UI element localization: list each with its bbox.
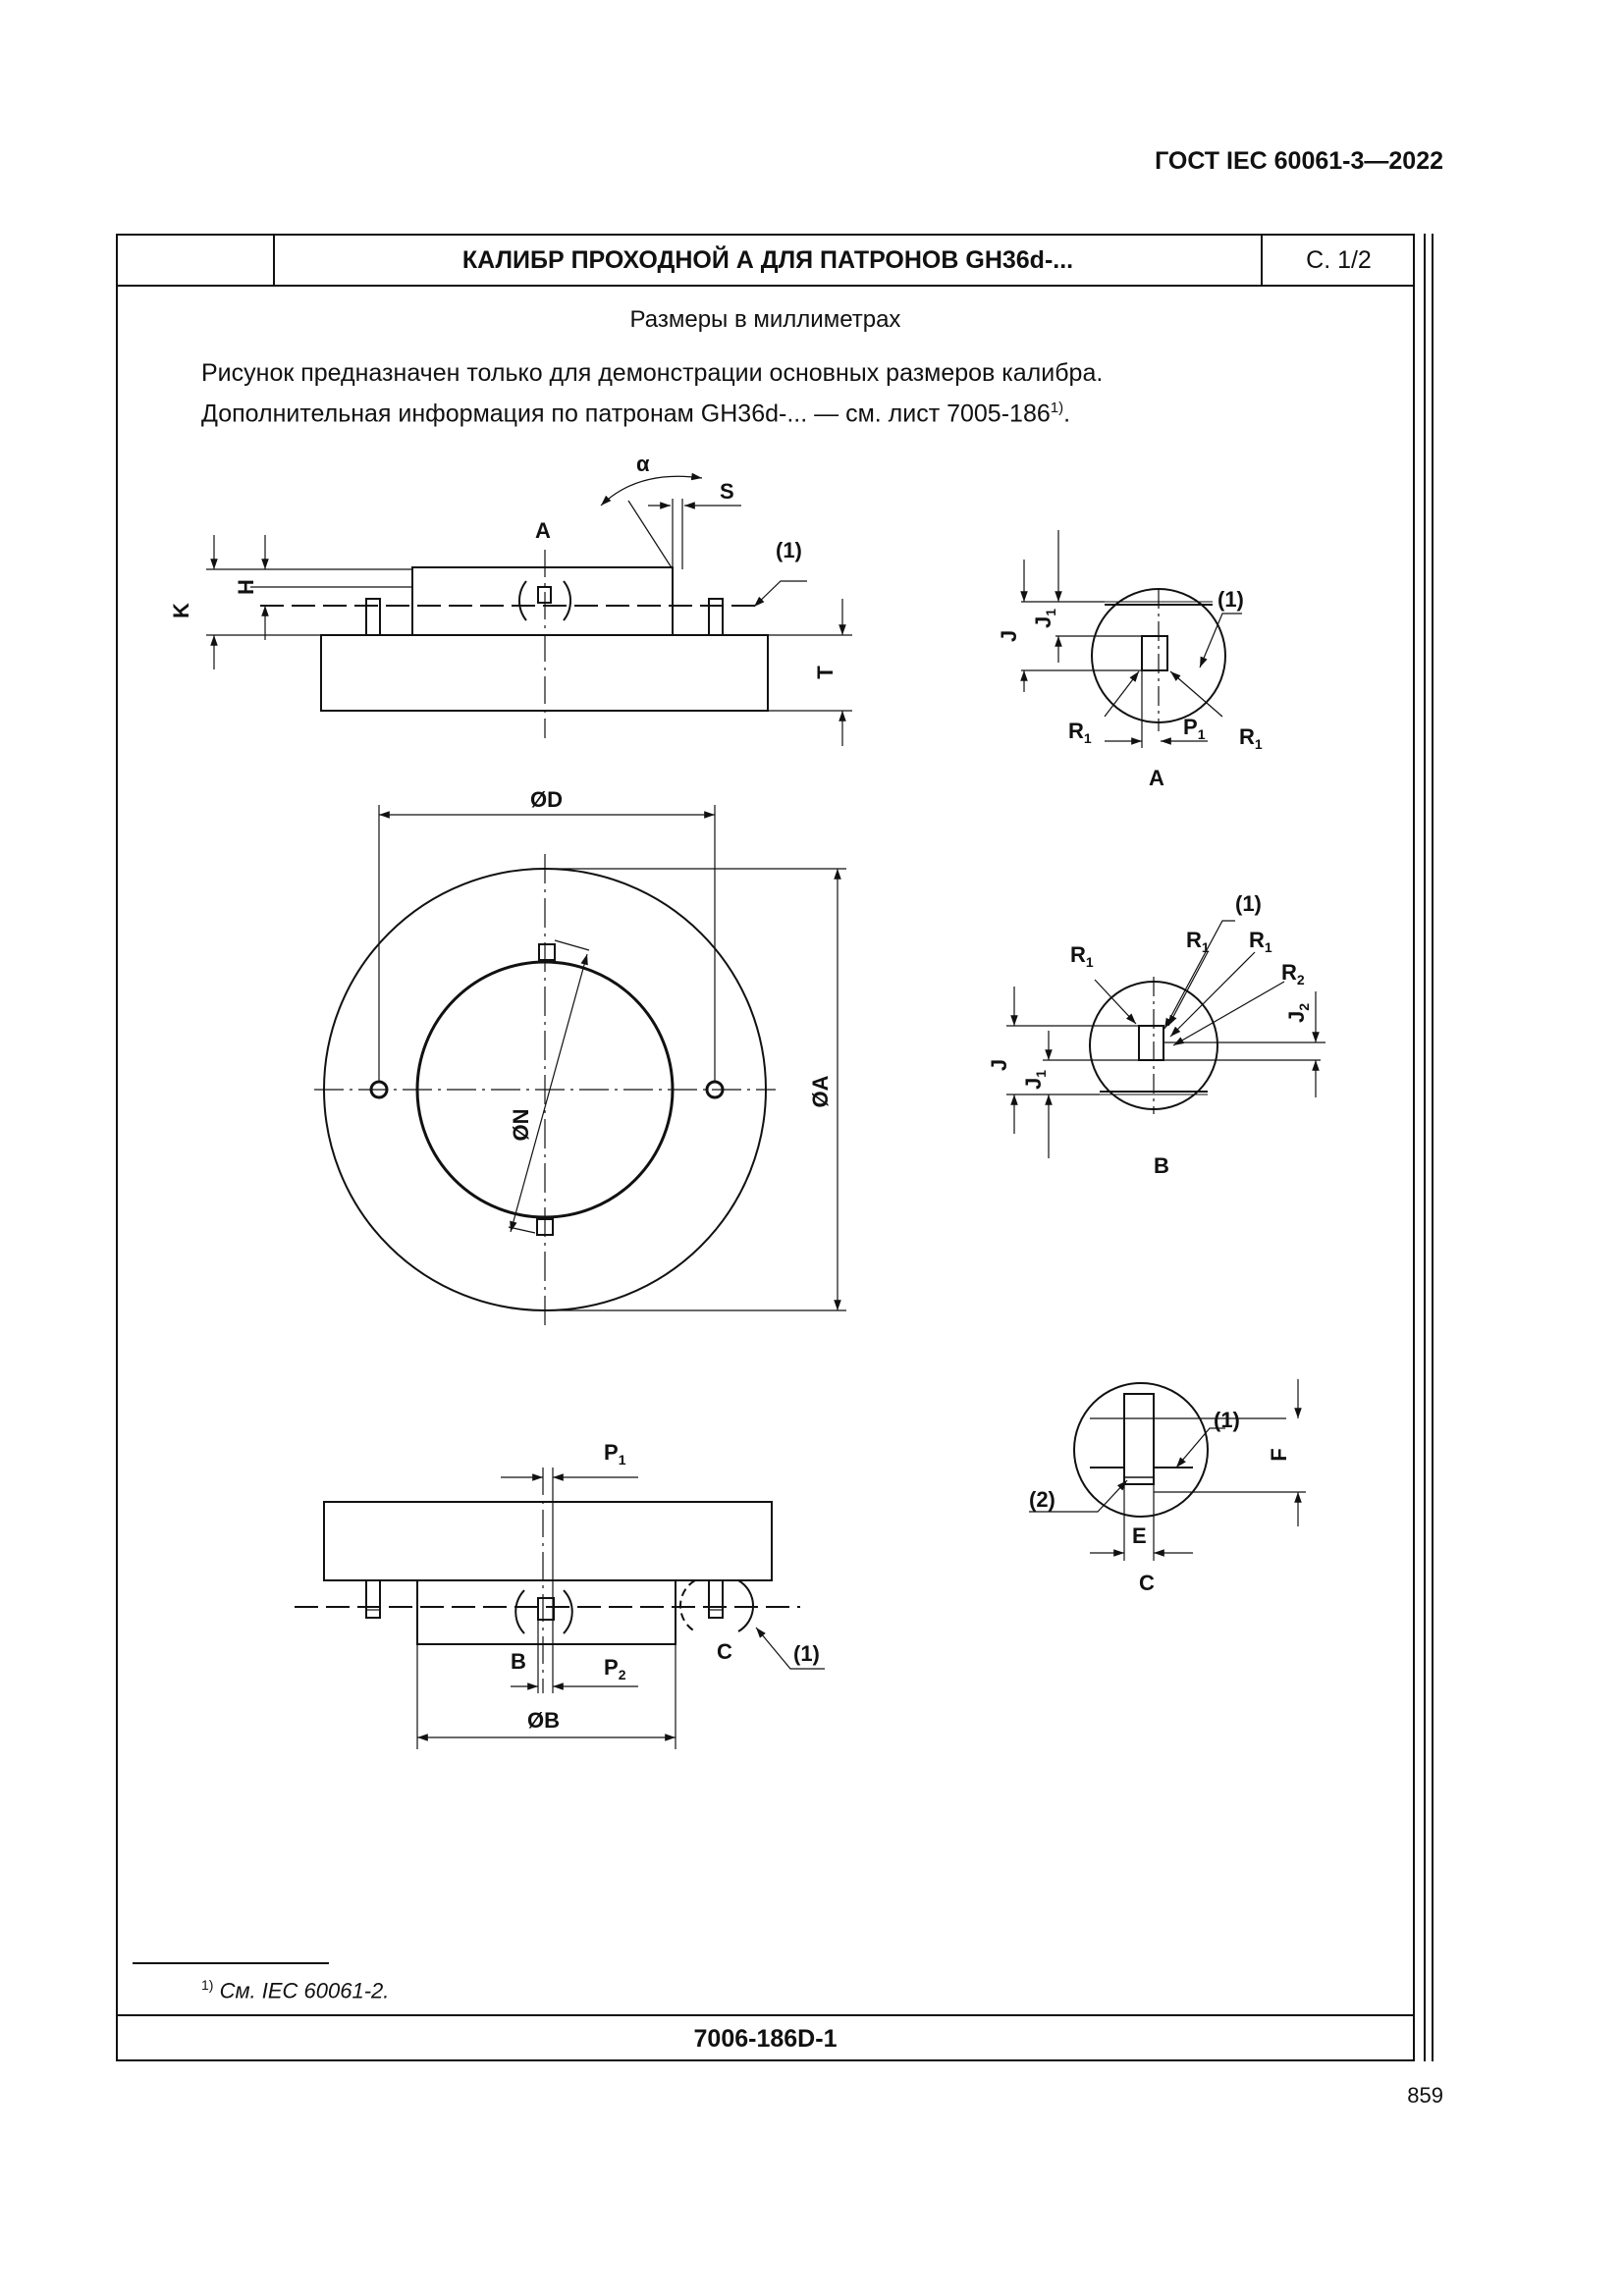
a-diameter-label: ØA — [808, 1075, 833, 1108]
n-ext-line — [509, 1227, 535, 1233]
alpha-chamfer-line — [628, 501, 673, 569]
note-line-1: Рисунок предназначен только для демонстрации основных размеров калибра. — [201, 359, 1104, 387]
n-diameter-line — [511, 954, 587, 1232]
n-ext-line — [555, 940, 589, 950]
note-line-2-end: . — [1063, 400, 1071, 428]
r2-label — [1281, 960, 1305, 988]
p1-subscript: 1 — [1197, 726, 1206, 742]
r2-leader — [1173, 982, 1284, 1045]
p2-label — [604, 1655, 626, 1682]
plan-view-slot-top — [539, 944, 555, 960]
j1-letter: J — [1031, 615, 1055, 629]
detail-a-caption: A — [1149, 766, 1164, 790]
detail-c — [1029, 1379, 1306, 1595]
detail-c-ref-2-label: (2) — [1029, 1487, 1055, 1512]
detail-b-circle-left — [515, 1590, 524, 1633]
standard-number: ГОСТ IEC 60061-3—2022 — [1155, 147, 1443, 175]
j2-label — [1284, 1003, 1312, 1023]
detail-c-callout-label: C — [717, 1639, 732, 1664]
detail-b — [987, 891, 1325, 1178]
footnote-reference: 1) — [1050, 400, 1064, 416]
side-view-boss — [412, 567, 673, 635]
detail-c-caption: C — [1139, 1571, 1155, 1595]
p1-b-label — [604, 1440, 626, 1468]
detail-a-circle-left — [519, 581, 526, 620]
bottom-view-base-plate — [324, 1502, 772, 1580]
note-line-2-text: Дополнительная информация по патронам GH36d-... — см. лист 7005-186 — [201, 400, 1051, 428]
j1-subscript: 1 — [1043, 608, 1058, 616]
j2-subscript: 2 — [1296, 1002, 1312, 1011]
e-label: E — [1132, 1523, 1147, 1548]
j1-label — [1031, 609, 1058, 628]
bottom-view — [295, 1440, 825, 1749]
r1-b-left-letter: R — [1070, 942, 1086, 967]
r1-b-leader — [1168, 952, 1208, 1026]
k-label: K — [169, 603, 193, 618]
detail-a-slot — [1142, 636, 1167, 670]
detail-a — [997, 530, 1263, 790]
side-view-pin-left — [366, 599, 380, 635]
r1-b-right-label — [1249, 928, 1272, 955]
j1-b-subscript: 1 — [1033, 1069, 1049, 1078]
n-label: ØN — [509, 1108, 533, 1142]
detail-a-callout-label: A — [535, 518, 551, 543]
r2-subscript: 2 — [1296, 972, 1305, 988]
footnote-text: См. IEC 60061-2. — [219, 1978, 390, 2003]
detail-b-circle-right — [564, 1590, 572, 1633]
r1-b-mid-label — [1186, 928, 1210, 955]
detail-b-ref-1-label: (1) — [1235, 891, 1262, 916]
side-view — [169, 452, 852, 746]
r1-right-letter: R — [1239, 724, 1255, 749]
p2-subscript: 2 — [618, 1667, 626, 1682]
r1-b-right-subscript: 1 — [1264, 939, 1272, 955]
r2-letter: R — [1281, 960, 1297, 985]
detail-c-pin — [1124, 1394, 1154, 1484]
j1-b-letter: J — [1021, 1077, 1046, 1091]
h-label: H — [234, 579, 258, 595]
sheet-title: КАЛИБР ПРОХОДНОЙ А ДЛЯ ПАТРОНОВ GH36d-... — [275, 236, 1263, 285]
j1-b-label — [1021, 1070, 1049, 1090]
page-number: 859 — [1407, 2083, 1443, 2108]
detail-b-caption: B — [1154, 1153, 1169, 1178]
detail-b-callout-label: B — [511, 1649, 526, 1674]
r1-right-label — [1239, 724, 1263, 752]
ref-1-label: (1) — [776, 538, 802, 562]
detail-a-circle-right — [564, 581, 570, 620]
b-diameter-label: ØB — [527, 1708, 560, 1733]
footnote-mark: 1) — [201, 1977, 214, 1993]
r1-left-leader — [1105, 671, 1139, 717]
j-b-label: J — [987, 1058, 1011, 1072]
f-label: F — [1267, 1448, 1291, 1462]
j2-letter: J — [1284, 1010, 1309, 1024]
detail-c-outline — [1074, 1383, 1208, 1517]
detail-a-ref-1-label: (1) — [1217, 587, 1244, 612]
r1-left-label — [1068, 719, 1092, 746]
detail-c-ref-1-leader — [1176, 1428, 1225, 1468]
p2-letter: P — [604, 1655, 619, 1680]
r1-left-letter: R — [1068, 719, 1084, 743]
r1-b-mid-subscript: 1 — [1201, 939, 1210, 955]
r1-left-subscript: 1 — [1083, 730, 1092, 746]
bottom-view-boss — [417, 1580, 676, 1644]
p1-letter: P — [1183, 715, 1198, 739]
units-note: Размеры в миллиметрах — [629, 306, 901, 333]
bottom-view-pin-left — [366, 1580, 380, 1618]
p1-label — [1183, 715, 1206, 742]
r1-b-right-letter: R — [1249, 928, 1265, 952]
r1-right-subscript: 1 — [1254, 736, 1263, 752]
t-label: T — [813, 666, 838, 679]
alpha-arc — [601, 476, 702, 506]
bottom-ref-1-label: (1) — [793, 1641, 820, 1666]
sheet-number: С. 1/2 — [1306, 246, 1372, 274]
sheet-code: 7006-186D-1 — [118, 2014, 1413, 2061]
bottom-view-pin-right — [709, 1580, 723, 1618]
alpha-label: α — [636, 452, 650, 476]
plan-view — [314, 787, 846, 1325]
detail-b-slot — [1139, 1026, 1163, 1060]
p1-b-letter: P — [604, 1440, 619, 1465]
detail-a-ref-1-leader — [1200, 614, 1242, 667]
r1-b-left-subscript: 1 — [1085, 954, 1094, 970]
r1-b-left-label — [1070, 942, 1094, 970]
r1-b-mid-letter: R — [1186, 928, 1202, 952]
ref-1-leader — [754, 581, 807, 607]
s-label: S — [720, 479, 734, 504]
j-label: J — [997, 629, 1021, 643]
p1-b-subscript: 1 — [618, 1452, 626, 1468]
detail-c-ref-1-label: (1) — [1214, 1408, 1240, 1432]
bottom-view-slot — [538, 1598, 554, 1620]
side-view-pin-right — [709, 599, 723, 635]
d-label: ØD — [530, 787, 563, 812]
